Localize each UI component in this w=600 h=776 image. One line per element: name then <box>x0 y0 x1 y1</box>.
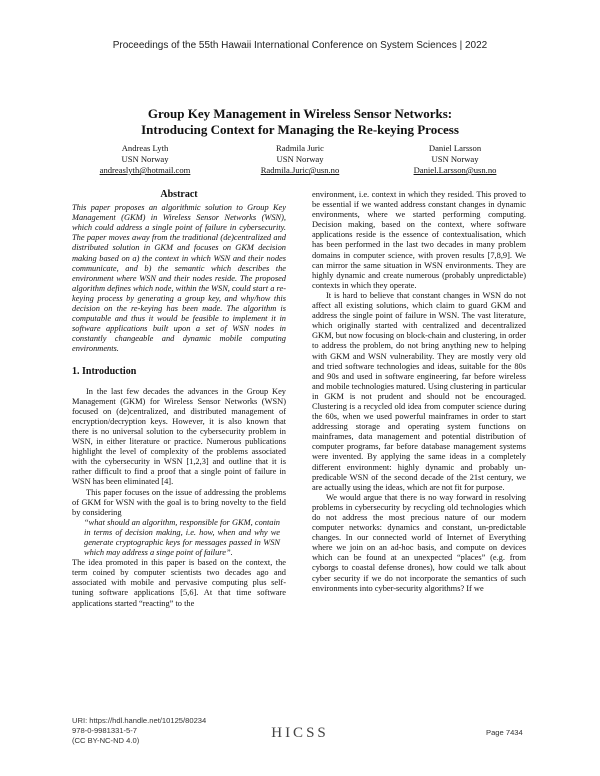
author-email-link[interactable]: Radmila.Juric@usn.no <box>260 165 340 175</box>
hicss-logo: HICSS <box>271 725 329 741</box>
author-email-link[interactable]: Daniel.Larsson@usn.no <box>413 165 497 175</box>
author-email-link[interactable]: andreaslyth@hotmail.com <box>99 165 191 175</box>
paper-title <box>60 106 540 138</box>
right-column <box>312 190 526 594</box>
author-affiliation: USN Norway <box>276 154 324 164</box>
author-1 <box>70 143 220 176</box>
author-3 <box>380 143 530 176</box>
footer-license: (CC BY-NC-ND 4.0) <box>72 736 140 745</box>
introduction-heading: 1. Introduction <box>72 365 137 377</box>
footer-uri[interactable]: URI: https://hdl.handle.net/10125/80234 <box>72 716 207 725</box>
author-name: Andreas Lyth <box>121 143 169 153</box>
abstract-heading: Abstract <box>160 189 198 200</box>
author-affiliation: USN Norway <box>431 154 479 164</box>
left-column <box>72 190 286 609</box>
author-block <box>70 143 530 176</box>
abstract-body: This paper proposes an algorithmic solution to Group Key Management (GKM) in Wireless Sensor Networks (WSN), which could address a single point of failure in cybersecurity. The paper moves away from the traditional (de)centralized and distributed solution in GKM and focuses on GKM decision making based on a) the context in which WSN and their nodes communicate, and b) the semantic which describes the environment where WSN and their nodes reside. The proposed algorithm defines which node, within the WSN, could start a re-keying process by generating a group key, and why/how this decision on the re-keying has been made. The algorithm is computable and thus it would be feasible to implement it in software applications built upon a set of WSN nodes in constantly changeable and dynamic mobile computing environments. <box>72 203 286 354</box>
right-paragraph-2: It is hard to believe that constant changes in WSN do not affect all existing solutions, which claim to guard GKM and address the single point of failure in WSN. The vast literature, which originally started with centralized and decentralized GKM, but now focusing on block-chain and clustering, in order to address the problem, do not bring anything new to helping with GKM and WSN vulnerability. They are mostly very old and tried software technologies and ideas, suitable for the 80s and 90s and used in software engineering, far before wireless and mobile technologies matured. Using clustering in particular in GKM is not prudent and should not be encouraged. Clustering is a recycled old idea from computer science during the 60s, when we used powerful mainframes in order to start addressing storage and operating system functions on mainframes, data management and potential distribution of computer programs, far before database management systems were invented. By applying the same ideas in a completely different environment: highly dynamic and probably un-predicable WSN of the second decade of the 21st century, we are actually using the ideas, which are not fit for purpose. <box>312 290 526 492</box>
footer-isbn: 978-0-9981331-5-7 <box>72 726 138 735</box>
right-paragraph-1: environment, i.e. context in which they resided. This proved to be essential if we wanted address constant changes in dynamic environments, where we started performing computing. Decision making, based on the context, where software applications reside is the essence of contextualisation, which has been performed in the last two decades in many problem domains in computer science, with proven results [7,8,9]. We can mirror the same situation in WSN environments. They are highly dynamic and create numerous (probably unpredictable) contexts in which they operate. <box>312 190 526 290</box>
title-line-1: Group Key Management in Wireless Sensor Networks: <box>147 106 453 121</box>
author-affiliation: USN Norway <box>121 154 169 164</box>
research-question-quote: “what should an algorithm, responsible for GKM, contain in terms of decision making, i.e. how, when and why we generate cryptographic keys for messages passed in WSN which may address a singe point of failure”. <box>84 517 280 558</box>
author-name: Daniel Larsson <box>428 143 482 153</box>
title-line-2: Introducing Context for Managing the Re-keying Process <box>141 122 459 137</box>
author-name: Radmila Juric <box>276 143 324 153</box>
author-2 <box>225 143 375 176</box>
running-head: Proceedings of the 55th Hawaii International Conference on System Sciences | 2022 <box>112 40 488 51</box>
page-number: Page 7434 <box>486 728 523 737</box>
intro-paragraph-3: The idea promoted in this paper is based on the context, the term coined by computer scientists two decades ago and associated with mobile and pervasive computing plus self-tuning software applications [5,6]. At that time software applications started “reacting” to the <box>72 558 286 608</box>
right-paragraph-3: We would argue that there is no way forward in resolving problems in cybersecurity by recycling old technologies which do not address the most precious nature of our modern computer networks: dynamics and constant, un-predictable changes. In our connected world of Internet of Everything where we join on an ad-hoc basis, and compute on devices which can be found at an unexpected “places” (e.g. from cyborgs to coastal defense drones), how could we talk about cyber security if we do not incorporate the semantics of such environments into cyber-security algorithms? If we <box>312 492 526 593</box>
intro-paragraph-1: In the last few decades the advances in the Group Key Management (GKM) for Wireless Sensor Networks (WSN) focused on (de)centralized, and distributed management of encryption/decryption keys. However, it is also known that there is no universal solution to the cybersecurity problem in WSN, in either literature or practice. Numerous publications highlight the level of complexity of the problems associated with the cybersecurity in WSN [1,2,3] and outline that it is rather difficult to find a proof that a single point of failure in WSN has been eliminated [4]. <box>72 386 286 487</box>
intro-paragraph-2: This paper focuses on the issue of addressing the problems of GKM for WSN with the goal is to bring novelty to the field by considering <box>72 487 286 517</box>
